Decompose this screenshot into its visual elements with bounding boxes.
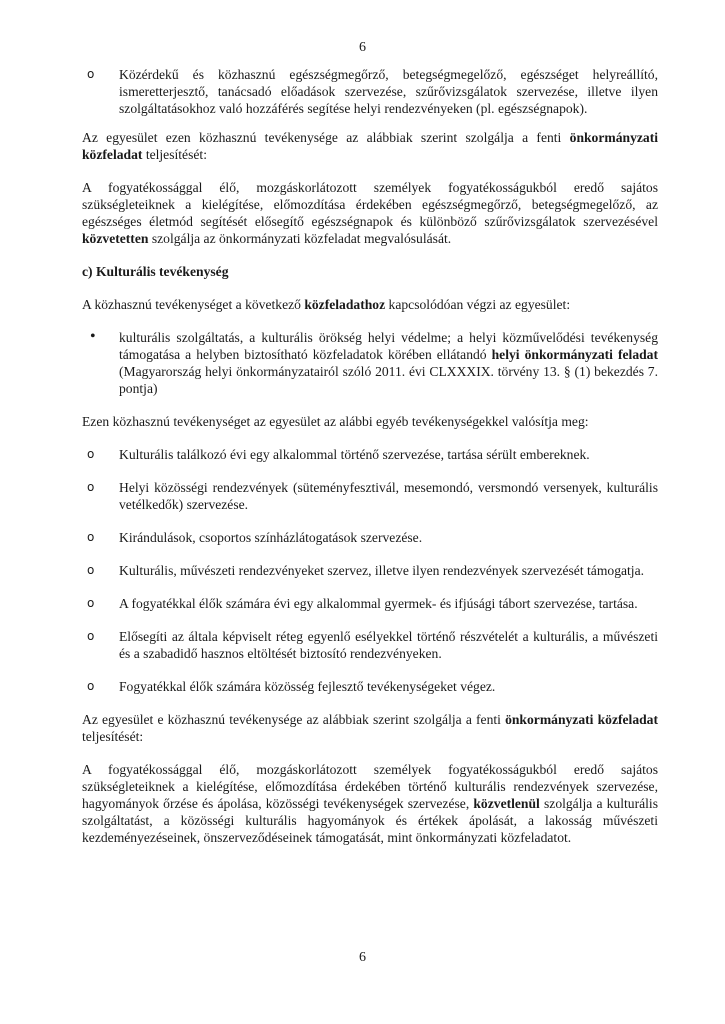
list-item-text: Fogyatékkal élők számára közösség fejlesztő tevékenységeket végez. (119, 679, 496, 694)
list-item (82, 628, 658, 662)
page-body (82, 66, 658, 846)
list-item-text: A fogyatékkal élők számára évi egy alkalommal gyermek- és ifjúsági tábort szervezése, tartása. (119, 596, 638, 611)
p1-text-c: teljesítését: (142, 147, 207, 162)
p2-text-a: A fogyatékossággal élő, mozgáskorlátozott személyek fogyatékosságukból eredő sajátos szükségleteiknek a kielégítése, előmozdítása érdekében egészségmegőrző, betegségmegelőző, az egészséges életmód segítését elősegítő egészségnapok és különböző szűrővizsgálatok szervezésével (82, 180, 658, 229)
paragraph-6 (82, 761, 658, 846)
p2-bold: közvetetten (82, 231, 149, 246)
list-item-text: Elősegíti az általa képviselt réteg egyenlő esélyekkel történő részvételét a kulturális, a művészeti és a szabadidő hasznos eltöltését biztosító rendezvényeken. (119, 629, 658, 661)
paragraph-4: Ezen közhasznú tevékenységet az egyesület az alábbi egyéb tevékenységekkel valósítja meg: (82, 414, 589, 429)
list-item-text: Kirándulások, csoportos színházlátogatások szervezése. (119, 530, 423, 545)
list-bullet-o: o (87, 447, 95, 461)
paragraph-5 (82, 711, 658, 745)
bullet-dot-icon: • (90, 328, 96, 345)
p1-text-a: Az egyesület ezen közhasznú tevékenysége az alábbiak szerint szolgálja a fenti (82, 130, 570, 145)
p6-bold: közvetlenül (473, 796, 540, 811)
p2-text-c: szolgálja az önkormányzati közfeladat megvalósulását. (148, 231, 452, 246)
intro-item-text: Közérdekű és közhasznú egészségmegőrző, betegségmegelőző, egészséget helyreállító, ismeretterjesztő, tanácsadó előadások szervezése, szűrővizsgálatok szervezése, illetve ilyen szolgáltatásokhoz való hozzáférés segítése helyi rendezvényeken (pl. egészségnapok). (119, 67, 658, 116)
bullet-item (82, 329, 658, 397)
list-item-text: Kulturális találkozó évi egy alkalommal történő szervezése, tartása sérült embereknek. (119, 447, 590, 462)
list-item (82, 562, 658, 579)
intro-list-item (82, 66, 658, 117)
list-item (82, 595, 658, 612)
bullet-text-a: kulturális szolgáltatás, a kulturális örökség helyi védelme; a helyi közművelődési tevékenység támogatása a helyben biztosítható közfeladatok körében ellátandó (119, 330, 658, 362)
list-bullet-o: o (87, 629, 95, 643)
paragraph-1 (82, 129, 658, 163)
list-item (82, 446, 658, 463)
page-number-bottom: 6 (359, 950, 366, 965)
p3-text-a: A közhasznú tevékenységet a következő (82, 297, 305, 312)
section-heading-c: c) Kulturális tevékenység (82, 264, 229, 279)
list-bullet-o: o (87, 679, 95, 693)
p6-text-c: szolgálja a kulturális szolgáltatást, a közösségi kulturális hagyományok és értékek ápolását, a lakosság művészeti kezdeményezéseinek, önszerveződéseinek támogatását, mint önkormányzati közfeladatot. (82, 796, 658, 845)
p3-bold: közfeladathoz (304, 297, 386, 312)
bullet-bold: helyi önkormányzati feladat (491, 347, 658, 362)
list-bullet-o: o (87, 67, 95, 81)
list-bullet-o: o (87, 530, 95, 544)
list-item-text: Helyi közösségi rendezvények (süteményfesztivál, mesemondó, versmondó versenyek, kulturális vetélkedők) szervezése. (119, 480, 658, 512)
list-item (82, 479, 658, 513)
p3-text-c: kapcsolódóan végzi az egyesület: (385, 297, 571, 312)
p5-bold: önkormányzati közfeladat (505, 712, 658, 727)
list-item (82, 529, 658, 546)
list-bullet-o: o (87, 480, 95, 494)
p5-text-c: teljesítését: (82, 729, 144, 744)
list-bullet-o: o (87, 596, 95, 610)
bullet-text-c: (Magyarország helyi önkormányzatairól szóló 2011. évi CLXXXIX. törvény 13. § (1) bekezdés 7. pontja) (119, 364, 658, 396)
p5-text-a: Az egyesület e közhasznú tevékenysége az alábbiak szerint szolgálja a fenti (82, 712, 506, 727)
page-number-top: 6 (359, 40, 366, 55)
paragraph-2 (82, 179, 658, 247)
list-bullet-o: o (87, 563, 95, 577)
p6-text-a: A fogyatékossággal élő, mozgáskorlátozott személyek fogyatékosságukból eredő sajátos szükségleteiknek a kielégítése, előmozdítása érdekében történő kulturális rendezvények szervezése, hagyományok őrzése és ápolása, közösségi tevékenységek szervezése, (82, 762, 658, 811)
list-item (82, 678, 658, 695)
p1-bold: önkormányzati közfeladat (82, 130, 658, 162)
list-item-text: Kulturális, művészeti rendezvényeket szervez, illetve ilyen rendezvények szervezését támogatja. (119, 563, 645, 578)
paragraph-3 (82, 296, 658, 313)
